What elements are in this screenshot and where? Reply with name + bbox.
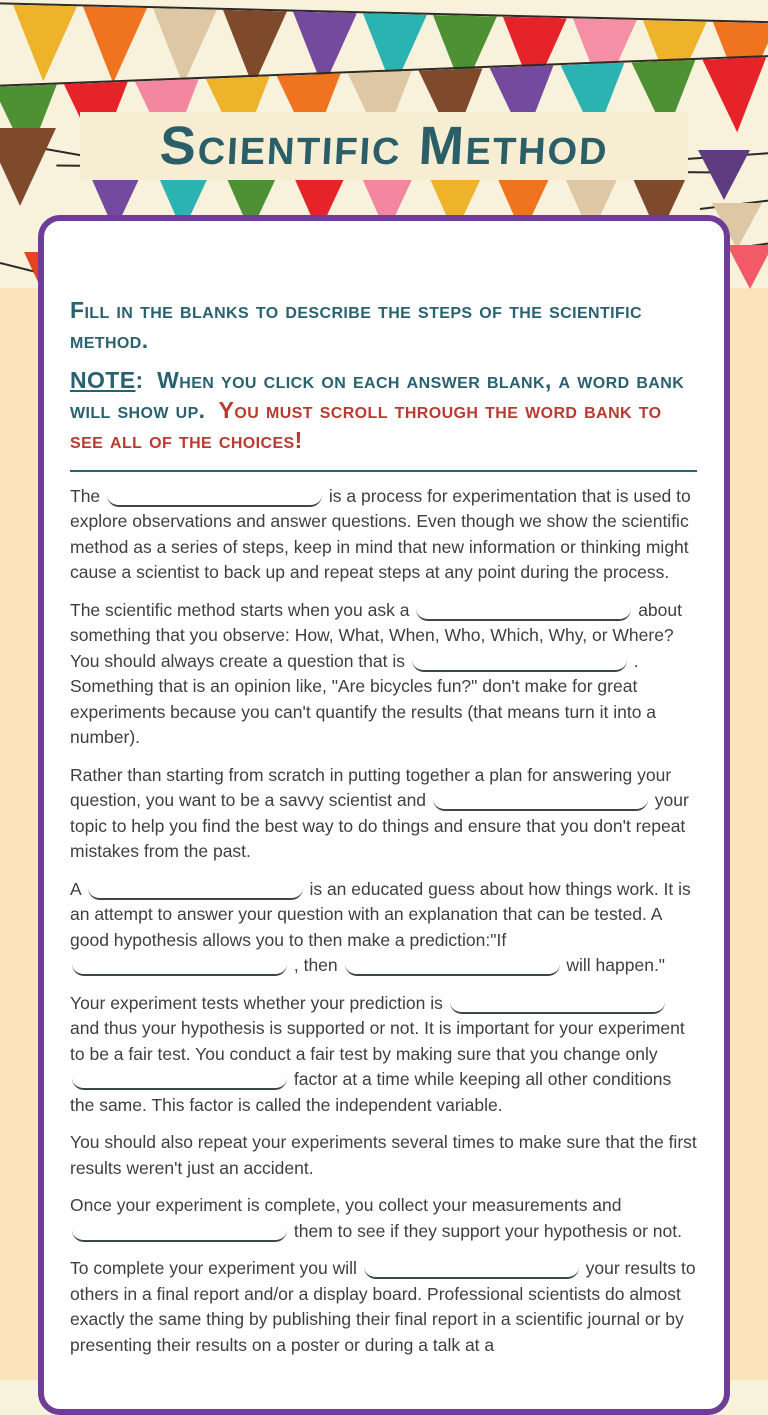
text-run: is an educated guess about how things work. It is an attempt to answer your question with an explanation that can be tested. A good hypothesis allows you to then make a prediction:"If (70, 878, 691, 950)
text-run: The (70, 485, 106, 506)
text-run: You should also repeat your experiments several times to make sure that the first results weren't just an accident. (70, 1132, 697, 1178)
text-run: your topic to help you find the best way to do things and ensure that you don't repeat mistakes from the past. (70, 790, 689, 862)
text-run: , then (289, 955, 343, 976)
answer-blank[interactable] (72, 962, 287, 976)
section-divider (70, 470, 697, 472)
answer-blank[interactable] (88, 886, 303, 900)
paragraph (70, 1256, 697, 1358)
answer-blank[interactable] (107, 493, 322, 507)
instructions-note (70, 365, 697, 456)
paragraph (70, 1193, 697, 1244)
answer-blank[interactable] (433, 797, 648, 811)
paragraph (70, 877, 697, 979)
text-run: factor at a time while keeping all other conditions the same. This factor is called the independent variable. (70, 1069, 672, 1115)
note-label: NOTE (70, 366, 136, 393)
text-run: Once your experiment is complete, you collect your measurements and (70, 1195, 622, 1216)
worksheet-card (38, 215, 730, 1415)
pennant-flag (11, 5, 77, 83)
text-run: will happen." (561, 955, 666, 976)
text-run: Rather than starting from scratch in putting together a plan for answering your question, you want to be a savvy scientist and (70, 764, 672, 811)
page-title: Scientific Method (158, 116, 610, 176)
text-run: Your experiment tests whether your prediction is (70, 992, 448, 1013)
text-run: and thus your hypothesis is supported or not. It is important for your experiment to be a fair test. You conduct a fair test by making sure that you change only (70, 1018, 685, 1064)
paragraph (70, 991, 697, 1119)
answer-blank[interactable] (450, 1000, 665, 1014)
answer-blank[interactable] (364, 1265, 579, 1279)
pennant-flag (727, 245, 768, 289)
answer-blank[interactable] (72, 1228, 287, 1242)
title-banner (80, 112, 688, 180)
pennant-flag (81, 6, 147, 84)
note-body: : When you click on each answer blank, a word bank will show up. (70, 366, 691, 424)
pennant-flag (0, 128, 56, 206)
worksheet-paragraphs (70, 484, 697, 1359)
note-warning: You must scroll through the word bank to see all of the choices! (70, 397, 669, 454)
pennant-flag (702, 57, 768, 133)
text-run: . Something that is an opinion like, "Are bicycles fun?" don't make for great experiments because you can't quantify the results (that means turn it into a number). (70, 650, 657, 748)
pennant-flag (698, 150, 750, 200)
text-run: To complete your experiment you will (70, 1258, 362, 1279)
paragraph (70, 1130, 697, 1181)
answer-blank[interactable] (416, 607, 631, 621)
pennant-flag (151, 8, 217, 86)
text-run: your results to others in a final report and/or a display board. Professional scientists do almost exactly the same thing by publishing their final report in a scientific journal or by presenting their results on a poster or during a talk at a (70, 1258, 696, 1355)
text-run: them to see if they support your hypothesis or not. (289, 1220, 682, 1241)
text-run: The scientific method starts when you ask a (70, 599, 415, 620)
answer-blank[interactable] (72, 1076, 287, 1090)
paragraph (70, 763, 697, 865)
text-run: is a process for experimentation that is used to explore observations and answer questions. Even though we show the scientific method as a series of steps, keep in mind that new information or thinking might cause a scientist to back up and repeat steps at any point during the process. (70, 485, 691, 583)
text-run: about something that you observe: How, What, When, Who, Which, Why, or Where? You should always create a question that is (70, 599, 682, 671)
text-run: A (70, 878, 86, 899)
paragraph (70, 484, 697, 586)
paragraph (70, 598, 697, 751)
instructions-heading: Fill in the blanks to describe the steps of the scientific method. (70, 297, 649, 354)
answer-blank[interactable] (345, 962, 560, 976)
answer-blank[interactable] (412, 658, 627, 672)
